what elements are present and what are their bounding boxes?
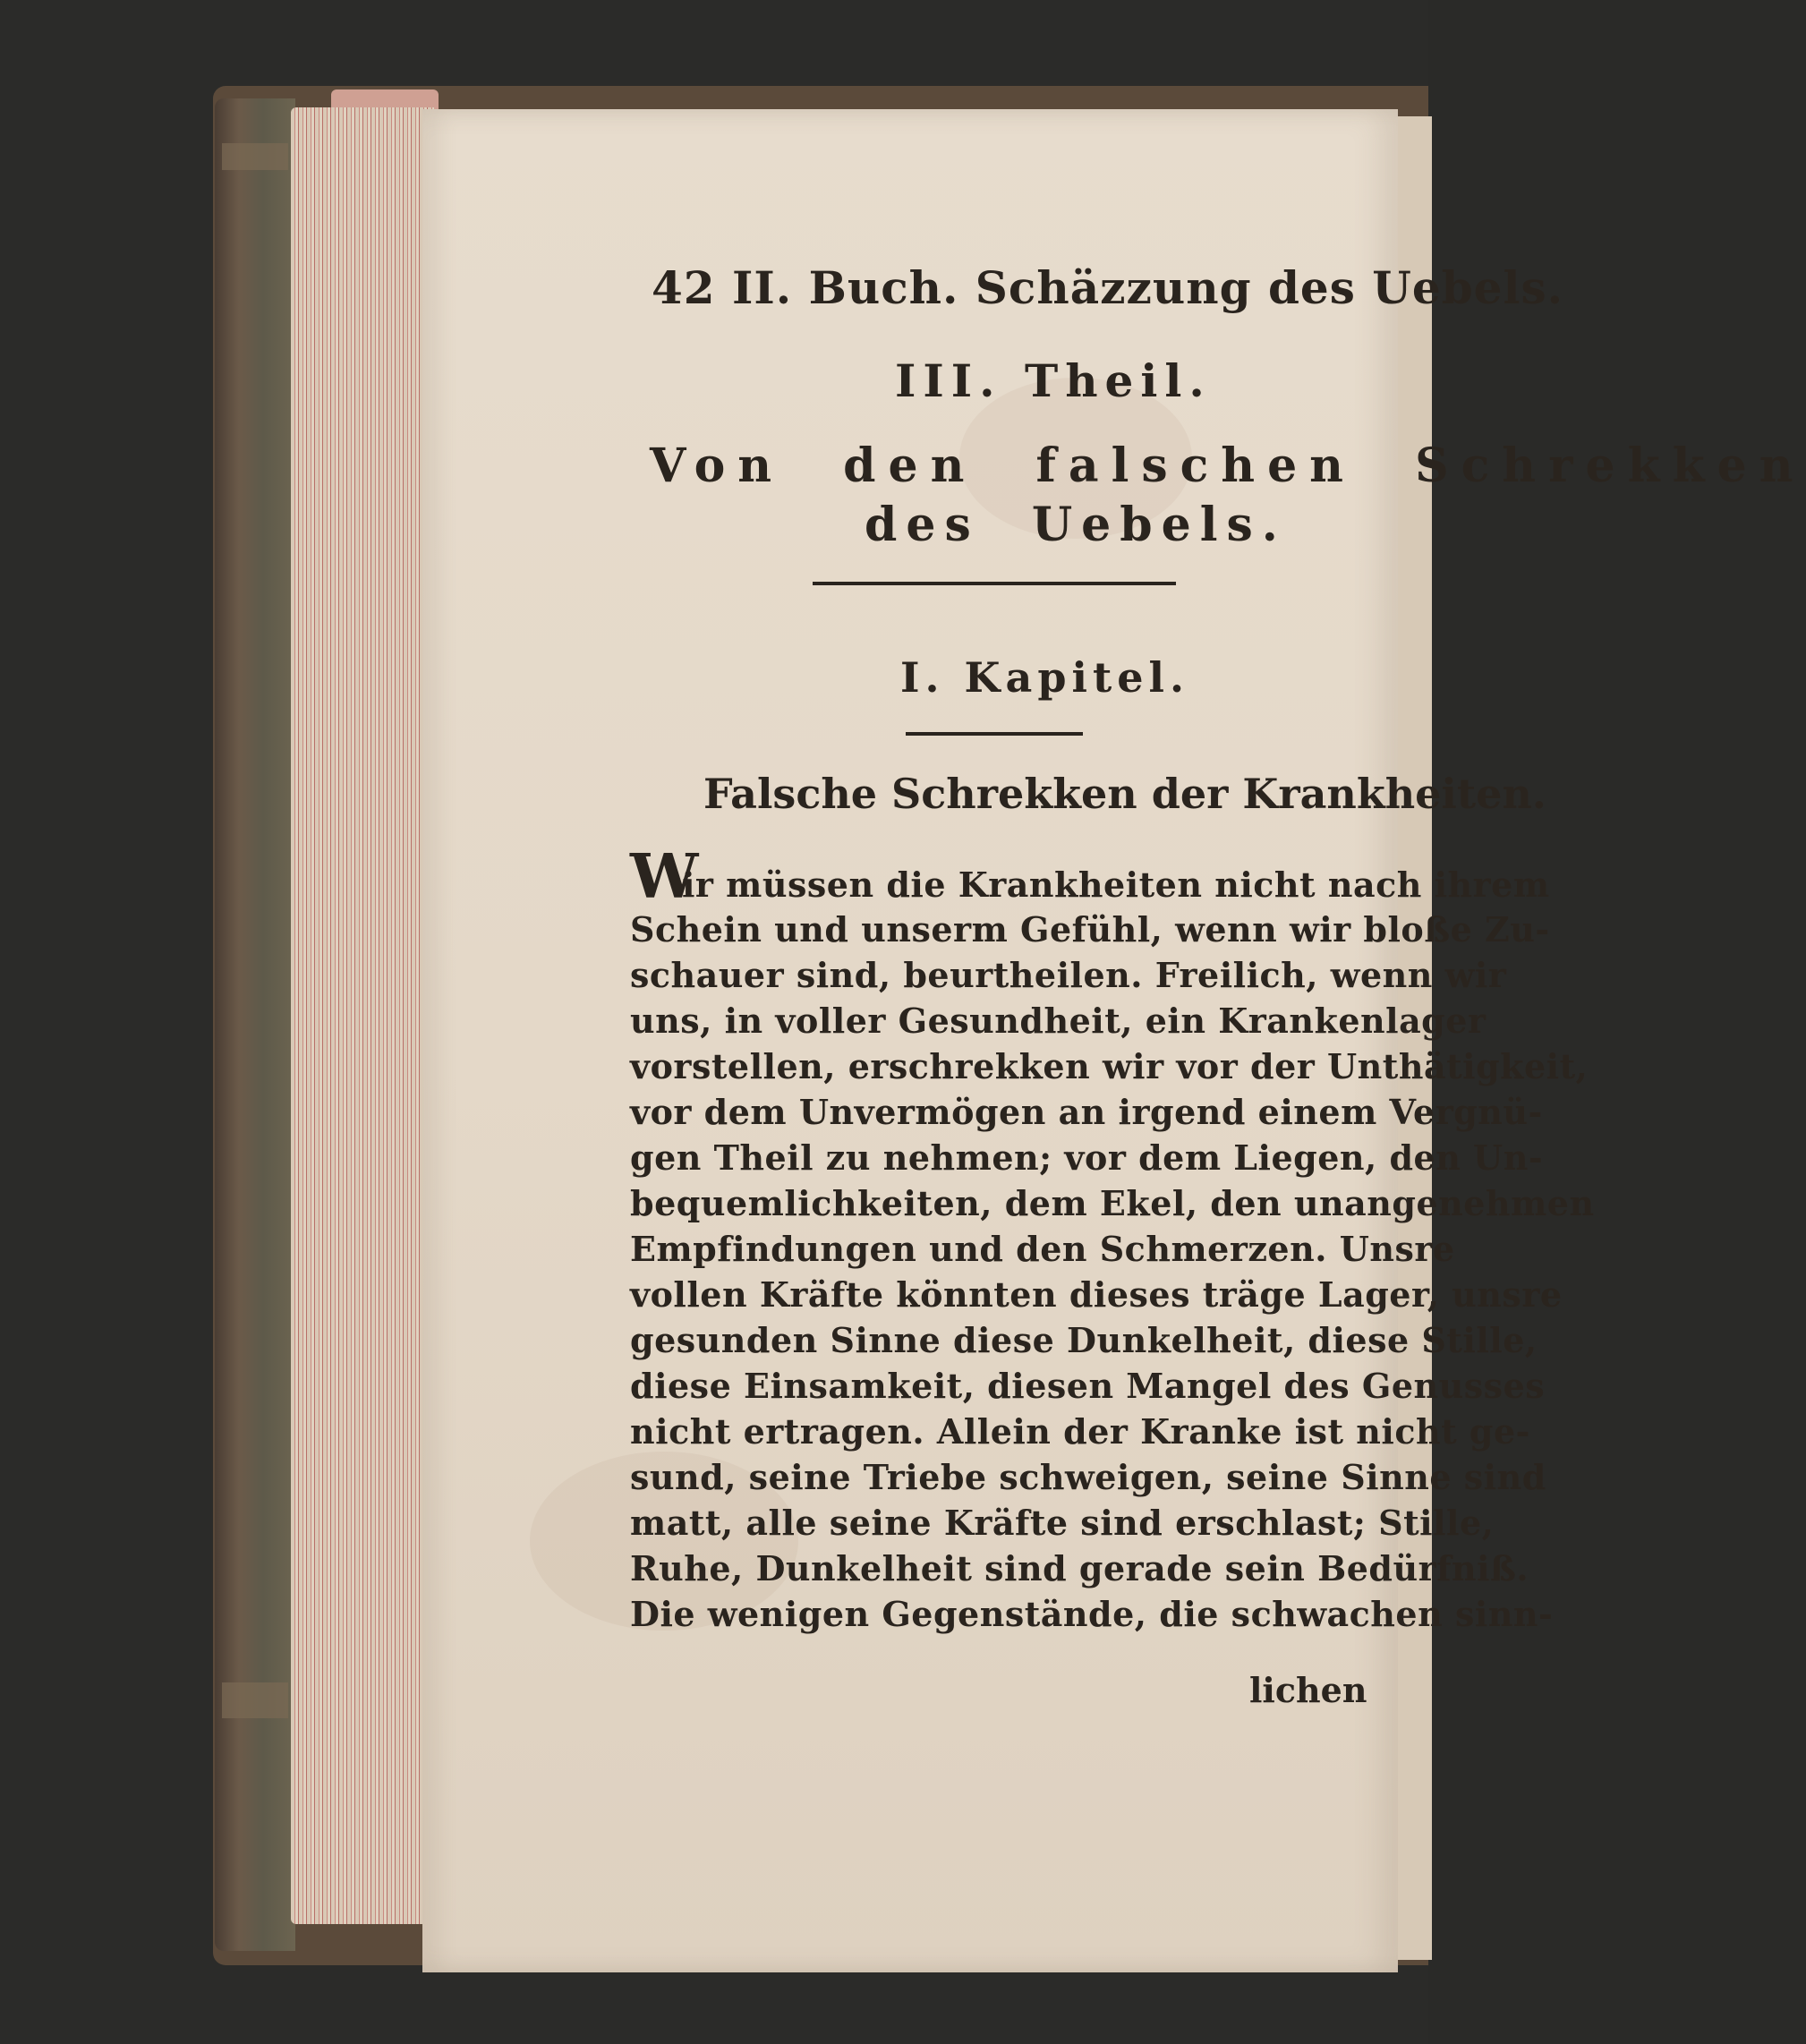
spine-band — [222, 143, 288, 170]
body-line: schauer sind, beurtheilen. Freilich, wenn wir — [630, 955, 1507, 995]
page-stack-edges — [291, 107, 434, 1924]
body-line: Ruhe, Dunkelheit sind gerade sein Bedürfniß. — [630, 1548, 1529, 1588]
body-line: vor dem Unvermögen an irgend einem Vergnü- — [630, 1092, 1543, 1132]
body-line: sund, seine Triebe schweigen, seine Sinne sind — [630, 1457, 1546, 1497]
body-line: Empfindungen und den Schmerzen. Unsre — [630, 1229, 1455, 1269]
catchword: lichen — [1249, 1670, 1367, 1710]
part-heading: III. Theil. — [895, 354, 1212, 407]
body-line: matt, alle seine Kräfte sind erschlast; Stille, — [630, 1503, 1495, 1543]
body-line: bequemlichkeiten, dem Ekel, den unangenehmen — [630, 1183, 1595, 1223]
body-line: gen Theil zu nehmen; vor dem Liegen, den Un- — [630, 1137, 1544, 1178]
title-rule — [813, 582, 1176, 585]
chapter-heading: I. Kapitel. — [900, 653, 1189, 702]
chapter-rule — [906, 732, 1083, 736]
section-title-line-2: des Uebels. — [865, 498, 1287, 552]
body-line: vollen Kräfte könnten dieses träge Lager, unsre — [630, 1274, 1563, 1315]
body-line: uns, in voller Gesundheit, ein Krankenlager — [630, 1001, 1487, 1041]
drop-cap: W — [630, 841, 699, 913]
running-head: 42 II. Buch. Schäzzung des Uebels. — [652, 261, 1564, 314]
body-line: Die wenigen Gegenstände, die schwachen sinn- — [630, 1594, 1554, 1634]
body-line: diese Einsamkeit, diesen Mangel des Genusses — [630, 1366, 1546, 1406]
body-line: ir müssen die Krankheiten nicht nach ihrem — [682, 864, 1550, 905]
body-line: Schein und unserm Gefühl, wenn wir bloße Zu- — [630, 909, 1550, 950]
body-line: vorstellen, erschrekken wir vor der Unthätigkeit, — [630, 1046, 1589, 1086]
chapter-title: Falsche Schrekken der Krankheiten. — [703, 770, 1546, 818]
body-line: nicht ertragen. Allein der Kranke ist nicht ge- — [630, 1411, 1530, 1452]
body-line: gesunden Sinne diese Dunkelheit, diese Stille, — [630, 1320, 1538, 1360]
book-spine — [215, 98, 295, 1951]
spine-band — [222, 1682, 288, 1718]
section-title-line-1: Von den falschen Schrekken — [650, 439, 1806, 493]
